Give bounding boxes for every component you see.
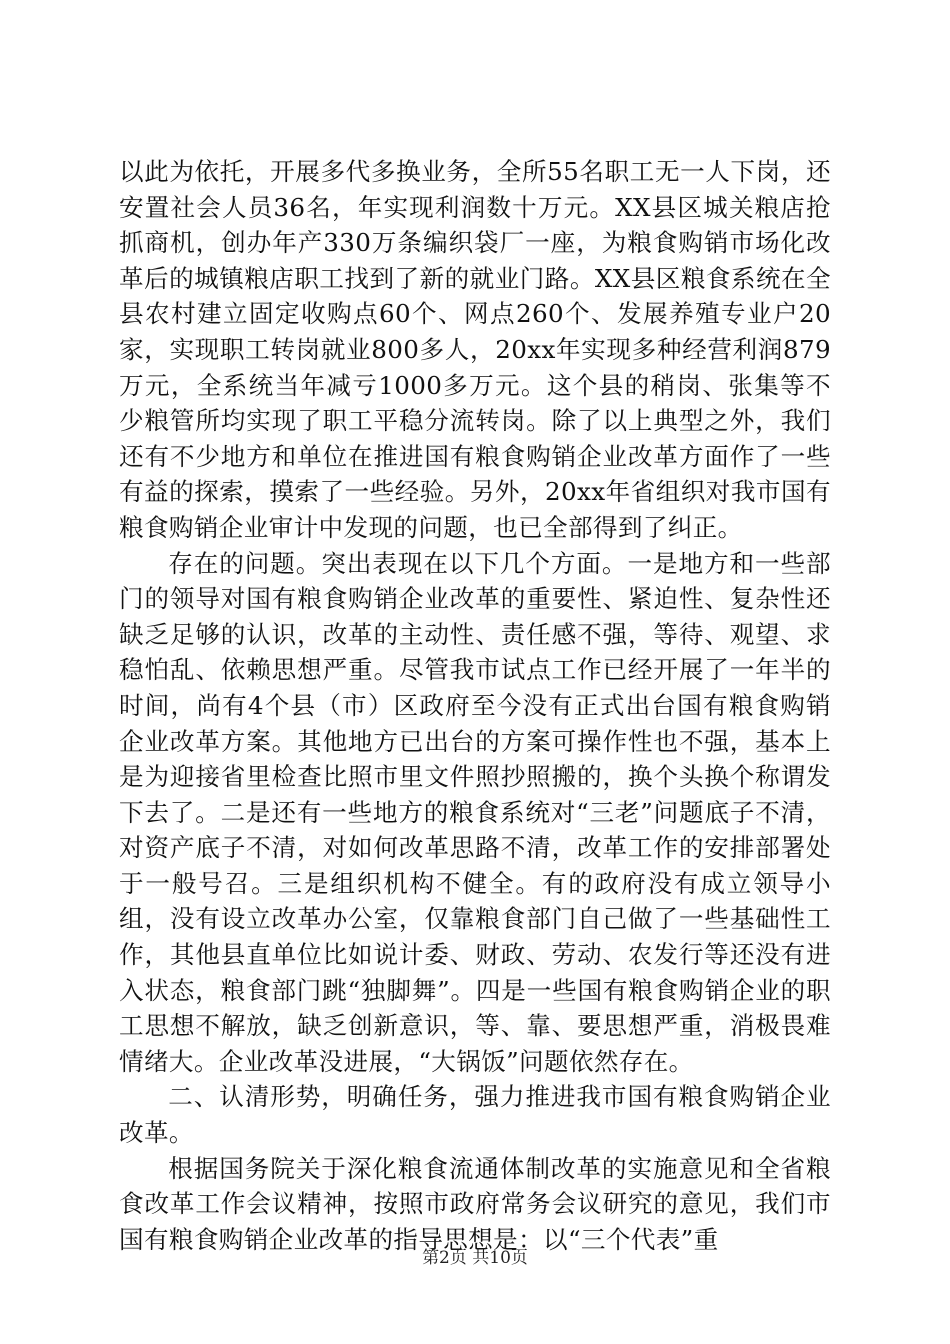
- paragraph-existing-problems: 存在的问题。突出表现在以下几个方面。一是地方和一些部门的领导对国有粮食购销企业改革的重要性、紧迫性、复杂性还缺乏足够的认识，改革的主动性、责任感不强，等待、观望、求稳怕乱、依赖思想严重。尽管我市试点工作已经开展了一年半的时间，尚有4个县（市）区政府至今没有正式出台国有粮食购销企业改革方案。其他地方已出台的方案可操作性也不强，基本上是为迎接省里检查比照市里文件照抄照搬的，换个头换个称谓发下去了。二是还有一些地方的粮食系统对“三老”问题底子不清，对资产底子不清，对如何改革思路不清，改革工作的安排部署处于一般号召。三是组织机构不健全。有的政府没有成立领导小组，没有设立改革办公室，仅靠粮食部门自己做了一些基础性工作，其他县直单位比如说计委、财政、劳动、农发行等还没有进入状态，粮食部门跳“独脚舞”。四是一些国有粮食购销企业的职工思想不解放，缺乏创新意识，等、靠、要思想严重，消极畏难情绪大。企业改革没进展，“大锅饭”问题依然存在。: [119, 548, 831, 1076]
- section-heading-two: 二、认清形势，明确任务，强力推进我市国有粮食购销企业改革。: [119, 1082, 831, 1148]
- paragraph-continuation: 以此为依托，开展多代多换业务，全所55名职工无一人下岗，还安置社会人员36名，年实现利润数十万元。XX县区城关粮店抢抓商机，创办年产330万条编织袋厂一座，为粮食购销市场化改革后的城镇粮店职工找到了新的就业门路。XX县区粮食系统在全县农村建立固定收购点60个、网点260个、发展养殖专业户20家，实现职工转岗就业800多人，20xx年实现多种经营利润879万元，全系统当年减亏1000多万元。这个县的稍岗、张集等不少粮管所均实现了职工平稳分流转岗。除了以上典型之外，我们还有不少地方和单位在推进国有粮食购销企业改革方面作了一些有益的探索，摸索了一些经验。另外，20xx年省组织对我市国有粮食购销企业审计中发现的问题，也已全部得到了纠正。: [119, 157, 831, 542]
- page-number-footer: 第2页 共10页: [422, 1248, 528, 1268]
- document-body: [119, 154, 831, 1257]
- paragraph-guiding-thought: 根据国务院关于深化粮食流通体制改革的实施意见和全省粮食改革工作会议精神，按照市政府常务会议研究的意见，我们市国有粮食购销企业改革的指导思想是：以“三个代表”重: [119, 1153, 831, 1254]
